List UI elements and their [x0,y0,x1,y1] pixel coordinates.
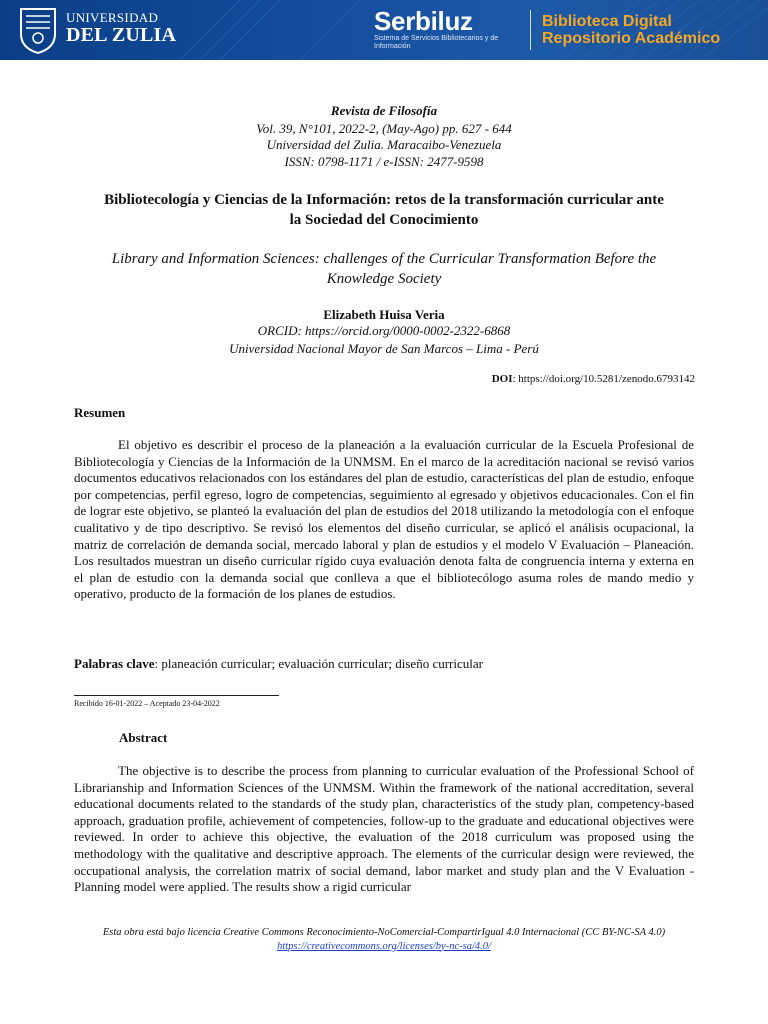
doi-label: DOI [491,373,513,385]
repository-logo[interactable] [542,13,720,47]
journal-university: Universidad del Zulia. Maracaibo-Venezuela [266,137,502,152]
doi-value: : https://doi.org/10.5281/zenodo.6793142 [512,373,695,385]
banner-divider [530,10,531,50]
repository-line2: Repositorio Académico [542,30,721,47]
author-name: Elizabeth Huisa Veria [323,307,445,322]
keywords [74,656,483,672]
footnote-rule [74,695,279,696]
university-line2: DEL ZULIA [66,24,177,46]
journal-volume: Vol. 39, N°101, 2022-2, (May-Ago) pp. 627 - 644 [256,121,512,136]
serbiluz-title: Serbiluz [374,6,473,36]
article-title-en: Library and Information Sciences: challenges of the Curricular Transformation Before the Knowledge Society [111,251,657,287]
keywords-value: : planeación curricular; evaluación curricular; diseño curricular [154,656,483,671]
article-title-es: Bibliotecología y Ciencias de la Información: retos de la transformación curricular ante la Sociedad del Conocimiento [104,192,664,228]
license-link[interactable]: https://creativecommons.org/licenses/by-nc-sa/4.0/ [277,940,491,952]
university-name[interactable] [66,11,176,45]
repository-line1: Biblioteca Digital [542,13,672,30]
resumen-heading: Resumen [74,405,126,420]
header-banner [0,0,768,60]
doi-line[interactable] [492,373,695,385]
abstract-heading: Abstract [119,730,168,745]
university-line1: UNIVERSIDAD [66,10,159,25]
resumen-text [74,437,694,603]
journal-name: Revista de Filosofía [330,103,438,118]
license-text: Esta obra está bajo licencia Creative Commons Reconocimiento-NoComercial-CompartirIgual 4.0 Internacional (CC BY-NC-SA 4.0) [102,927,666,938]
journal-issn: ISSN: 0798-1171 / e-ISSN: 2477-9598 [284,154,484,169]
author-affiliation: Universidad Nacional Mayor de San Marcos – Lima - Perú [229,341,539,356]
keywords-label: Palabras clave [74,656,155,671]
serbiluz-subtitle: Sistema de Servicios Bibliotecarios y de Información [374,35,499,50]
serbiluz-logo[interactable] [374,8,514,51]
received-accepted: Recibido 16-01-2022 – Aceptado 23-04-2022 [74,699,220,708]
university-crest-icon [18,6,58,54]
abstract-text [74,763,694,896]
abstract-body: The objective is to describe the process from planning to curricular evaluation of the Professional School of Librarianship and Information Sciences of the UNMSM. Within the framework of the national accreditation, several educational documents related to the standards of the study plan, characteristics of the study plan, competency-based approach, graduation profile, achievement of competencies, follow-up to the graduate and educational objectives were reviewed. In order to achieve this objective, the evaluation of the 2018 curriculum was proposed using the methodology with the qualitative and descriptive approach. The elements of the curricular design were reviewed, the occupational analysis, the correlation matrix of social demand, labor market and study plan and the V Evaluation - Planning model were applied. The results show a rigid curricular [74,763,694,895]
license-footer [74,926,694,953]
author-orcid[interactable]: ORCID: https://orcid.org/0000-0002-2322-6868 [257,323,511,338]
resumen-body: El objetivo es describir el proceso de la planeación a la evaluación curricular de la Escuela Profesional de Bibliotecología y Ciencias de la Información de la UNMSM. En el marco de la acreditación nacional se revisó varios documentos educativos relacionados con los estándares del plan de estudio, características del plan de estudio, enfoque por competencias, perfil egreso, logro de competencias, seguimiento al egresado y objetivos educacionales. Con el fin de lograr este objetivo, se planteó la evaluación del plan de estudios del 2018 utilizando la metodología con el enfoque cualitativo y de tipo descriptivo. Se revisó los elementos del diseño curricular, se aplicó el análisis ocupacional, la matriz de correlación de demanda social, mercado laboral y plan de estudios y el modelo V Evaluación – Planeación. Los resultados muestran un diseño curricular rígido cuya evaluación denota falta de congruencia interna y externa en el plan de estudio con la demanda social que conlleva a que el bibliotecólogo asuma roles de mando medio y operativo, producto de la formación de los planes de estudios. [74,437,694,602]
